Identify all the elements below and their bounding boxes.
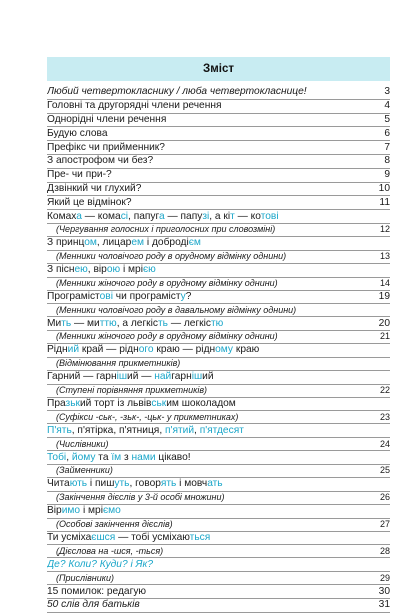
toc-entry-title — [47, 344, 259, 356]
toc-entry-title: Дзвінкий чи глухий? — [47, 182, 142, 194]
toc-subtitle-row — [47, 385, 390, 398]
toc-page-number: 29 — [379, 572, 390, 583]
highlighted-text: ою — [106, 264, 121, 276]
text-segment: цікаво! — [155, 451, 191, 463]
toc-subtitle-row — [47, 545, 390, 558]
toc-entry-title: Будую слова — [47, 127, 108, 139]
highlighted-text: ом — [84, 237, 97, 249]
toc-page-number: 30 — [378, 585, 390, 597]
toc-page-number: 28 — [379, 545, 390, 556]
highlighted-text: йому — [71, 451, 96, 463]
text-segment: — тобі усміхаю — [115, 531, 190, 543]
toc-page-number: 11 — [379, 196, 390, 208]
text-segment: З пісн — [47, 264, 75, 276]
highlighted-text: ськ — [151, 398, 167, 410]
highlighted-text: ттю — [99, 317, 117, 329]
toc-page-number: 25 — [379, 465, 390, 476]
toc-entry-title: Пре- чи при-? — [47, 169, 112, 181]
text-segment: і мрі — [120, 264, 143, 276]
toc-subtitle-row — [47, 251, 390, 264]
toc-entry-row — [47, 451, 390, 465]
toc-page-number: 23 — [379, 411, 390, 422]
text-segment: , а легкіс — [116, 317, 159, 329]
text-segment: , вір — [87, 264, 107, 276]
toc-entry-title — [47, 452, 191, 464]
toc-entry-title: (Числівники) — [56, 438, 109, 449]
highlighted-text: сі — [120, 210, 129, 222]
text-segment: ий торт із львів — [79, 398, 152, 410]
toc-entry-row — [47, 141, 390, 155]
toc-page-number: 31 — [378, 599, 390, 611]
toc-entry-row — [47, 127, 390, 141]
highlighted-text: ть — [61, 317, 72, 329]
toc-entry-title — [47, 425, 244, 437]
toc-entry-title: З апострофом чи без? — [47, 155, 154, 167]
toc-entry-row — [47, 155, 390, 169]
toc-entry-title — [47, 398, 236, 410]
highlighted-text: ові — [99, 290, 113, 302]
toc-subtitle-row — [47, 278, 390, 291]
toc-entry-title: (Займенники) — [56, 465, 113, 476]
toc-subtitle-row — [47, 492, 390, 505]
toc-entry-title: (Прислівники) — [56, 572, 115, 583]
text-segment: Програміст — [47, 290, 100, 302]
text-segment: — легкіс — [168, 317, 211, 329]
toc-page-number: 4 — [384, 100, 390, 112]
highlighted-text: п'ятий — [164, 424, 195, 436]
highlighted-text: имо — [61, 505, 81, 517]
text-segment: Вір — [47, 505, 62, 517]
text-segment: , а кі — [209, 210, 231, 222]
text-segment: і мовч — [176, 478, 208, 490]
highlighted-text: ать — [207, 478, 223, 490]
text-segment: , п'ятірка, п'ятниця, — [71, 424, 165, 436]
text-segment: , говор — [129, 478, 161, 490]
toc-entry-title — [47, 237, 201, 249]
highlighted-text: єю — [142, 264, 156, 276]
toc-page-number: 6 — [384, 127, 390, 139]
highlighted-text: ого — [138, 344, 154, 356]
toc-entry-row — [47, 532, 390, 546]
toc-subtitle-row — [47, 572, 390, 585]
toc-entry-row — [47, 599, 390, 613]
toc-entry-row — [47, 585, 390, 599]
text-segment: Пра — [47, 398, 66, 410]
toc-page-number: 20 — [378, 317, 390, 329]
highlighted-text: єшся — [91, 531, 116, 543]
highlighted-text: нами — [131, 451, 156, 463]
toc-entry-title: (Особові закінчення дієслів) — [56, 518, 173, 529]
highlighted-text: ться — [189, 531, 211, 543]
toc-entry-row — [47, 100, 390, 114]
text-segment: Рідн — [47, 344, 68, 356]
text-segment: Комах — [47, 210, 77, 222]
toc-entry-row — [47, 398, 390, 412]
highlighted-text: їм — [111, 451, 122, 463]
text-segment: ий — — [127, 371, 155, 383]
highlighted-text: зі — [202, 210, 210, 222]
text-segment: ий — [202, 371, 214, 383]
toc-page-number: 7 — [384, 141, 390, 153]
toc-page-number: 8 — [384, 155, 390, 167]
highlighted-text: іш — [191, 371, 203, 383]
toc-page-number: 27 — [379, 518, 390, 529]
toc-page-number: 22 — [379, 385, 390, 396]
toc-entry-row — [47, 237, 390, 251]
text-segment: Гарний — гарн — [47, 371, 117, 383]
toc-entry-title: (Закінчення дієслів у 3-й особі множини) — [56, 492, 225, 503]
toc-entry-row — [47, 196, 390, 210]
toc-entry-title — [47, 291, 191, 303]
toc-entry-title: (Дієслова на -шся, -ться) — [56, 545, 164, 556]
toc-entry-title: Однорідні члени речення — [47, 113, 167, 125]
highlighted-text: ють — [69, 478, 88, 490]
toc-page-number: 14 — [379, 277, 390, 288]
highlighted-text: ємо — [102, 505, 121, 517]
text-segment: ? — [185, 290, 192, 302]
toc-entry-title — [47, 478, 223, 490]
text-segment: — кома — [81, 210, 121, 222]
toc-entry-row — [47, 114, 390, 128]
text-segment: з — [121, 451, 132, 463]
toc-entry-title — [47, 318, 223, 330]
text-segment: гарн — [171, 371, 192, 383]
toc-subtitle-row — [47, 465, 390, 478]
text-segment: Чита — [47, 478, 70, 490]
toc-entry-title: Головні та другорядні члени речення — [47, 100, 222, 112]
toc-subtitle-row — [47, 411, 390, 424]
toc-entry-row — [47, 264, 390, 278]
toc-entry-title: 50 слів для батьків — [47, 599, 140, 611]
highlighted-text: ий — [67, 344, 80, 356]
toc-page-number: 12 — [379, 224, 390, 235]
toc-entry-title: Де? Коли? Куди? і Як? — [47, 558, 153, 570]
toc-entry-title — [47, 505, 121, 517]
toc-entry-title: Любий четвертокласнику / люба четвертокласнице! — [47, 86, 307, 98]
toc-page-number: 9 — [384, 169, 390, 181]
highlighted-text: а — [159, 210, 165, 222]
toc-entry-title: (Менники чоловічого роду в орудному відмінку однини) — [56, 251, 287, 262]
toc-entry-title — [47, 532, 210, 544]
highlighted-text: ому — [215, 344, 234, 356]
highlighted-text: у — [180, 290, 186, 302]
toc-page-number: 24 — [379, 438, 390, 449]
text-segment: , — [66, 451, 72, 463]
toc-entry-row — [47, 169, 390, 183]
text-segment: — папу — [164, 210, 203, 222]
text-segment: і мрі — [80, 505, 103, 517]
text-segment: краю — рідн — [153, 344, 216, 356]
text-segment: , папуг — [128, 210, 159, 222]
toc-page-number: 5 — [384, 113, 390, 125]
highlighted-text: най — [154, 371, 172, 383]
text-segment: им шоколадом — [166, 398, 236, 410]
toc-entry-title: 15 помилок: редагую — [47, 585, 147, 597]
highlighted-text: уть — [114, 478, 130, 490]
toc-page-number: 26 — [379, 492, 390, 503]
highlighted-text: ть — [158, 317, 168, 329]
highlighted-text: ем — [131, 237, 145, 249]
toc-subtitle-row — [47, 438, 390, 451]
toc-entry-title: (Менники чоловічого роду в давальному відмінку однини) — [56, 304, 297, 315]
toc-entry-row — [47, 344, 390, 358]
highlighted-text: а — [76, 210, 82, 222]
toc-entry-row — [47, 291, 390, 305]
text-segment: краю — [233, 344, 260, 356]
toc-entry-row — [47, 317, 390, 331]
toc-entry-title — [47, 264, 156, 276]
text-segment: край — рідн — [79, 344, 139, 356]
text-segment: і пиш — [87, 478, 115, 490]
toc-entry-title: (Чергування голосних і приголосних при словозміні) — [56, 224, 276, 235]
toc-entry-title: Який це відмінок? — [47, 196, 132, 208]
text-segment: Ми — [47, 317, 62, 329]
text-segment: — ми — [71, 317, 100, 329]
toc-entry-row — [47, 558, 390, 572]
highlighted-text: т — [230, 210, 235, 222]
highlighted-text: тю — [211, 317, 224, 329]
text-segment: та — [95, 451, 112, 463]
toc-subtitle-row — [47, 358, 390, 371]
table-of-contents — [47, 86, 390, 613]
text-segment: чи програміст — [112, 290, 181, 302]
toc-entry-row — [47, 505, 390, 519]
toc-page-number: 3 — [384, 86, 390, 98]
highlighted-text: п'ятдесят — [199, 424, 244, 436]
toc-entry-row — [47, 183, 390, 197]
text-segment: , — [194, 424, 200, 436]
toc-subtitle-row — [47, 519, 390, 532]
toc-entry-row — [47, 478, 390, 492]
text-segment: , лицар — [96, 237, 132, 249]
toc-page-number: 10 — [378, 182, 390, 194]
contents-header — [47, 57, 390, 81]
text-segment: З принц — [47, 237, 85, 249]
highlighted-text: іш — [116, 371, 128, 383]
toc-entry-row — [47, 371, 390, 385]
highlighted-text: зьк — [65, 398, 80, 410]
toc-entry-title: Префікс чи прийменник? — [47, 141, 165, 153]
text-segment: Ти усміха — [47, 531, 92, 543]
toc-page-number: 19 — [378, 290, 390, 302]
highlighted-text: ею — [74, 264, 88, 276]
text-segment: — ко — [234, 210, 261, 222]
toc-subtitle-row — [47, 224, 390, 237]
highlighted-text: П'ять — [47, 424, 72, 436]
text-segment: і доброді — [144, 237, 189, 249]
toc-page-number: 13 — [379, 251, 390, 262]
toc-entry-title: (Менники жіночого роду в орудному відмінку однини) — [56, 331, 278, 342]
toc-subtitle-row — [47, 331, 390, 344]
toc-subtitle-row — [47, 304, 390, 317]
toc-entry-row — [47, 86, 390, 100]
toc-entry-title — [47, 371, 214, 383]
toc-entry-row — [47, 424, 390, 438]
highlighted-text: єм — [188, 237, 201, 249]
highlighted-text: Тобі — [47, 451, 67, 463]
toc-entry-title: (Суфікси -ськ-, -зьк-, -цьк- у прикметниках) — [56, 411, 239, 422]
toc-entry-row — [47, 210, 390, 224]
highlighted-text: ять — [160, 478, 177, 490]
toc-entry-title — [47, 211, 279, 223]
toc-entry-title: (Ступені порівняння прикметників) — [56, 385, 208, 396]
toc-page-number: 21 — [379, 331, 390, 342]
toc-entry-title: (Відмінювання прикметників) — [56, 358, 181, 369]
toc-entry-title: (Менники жіночого роду в орудному відмінку однини) — [56, 277, 278, 288]
contents-title: Зміст — [203, 63, 234, 75]
highlighted-text: тові — [260, 210, 279, 222]
